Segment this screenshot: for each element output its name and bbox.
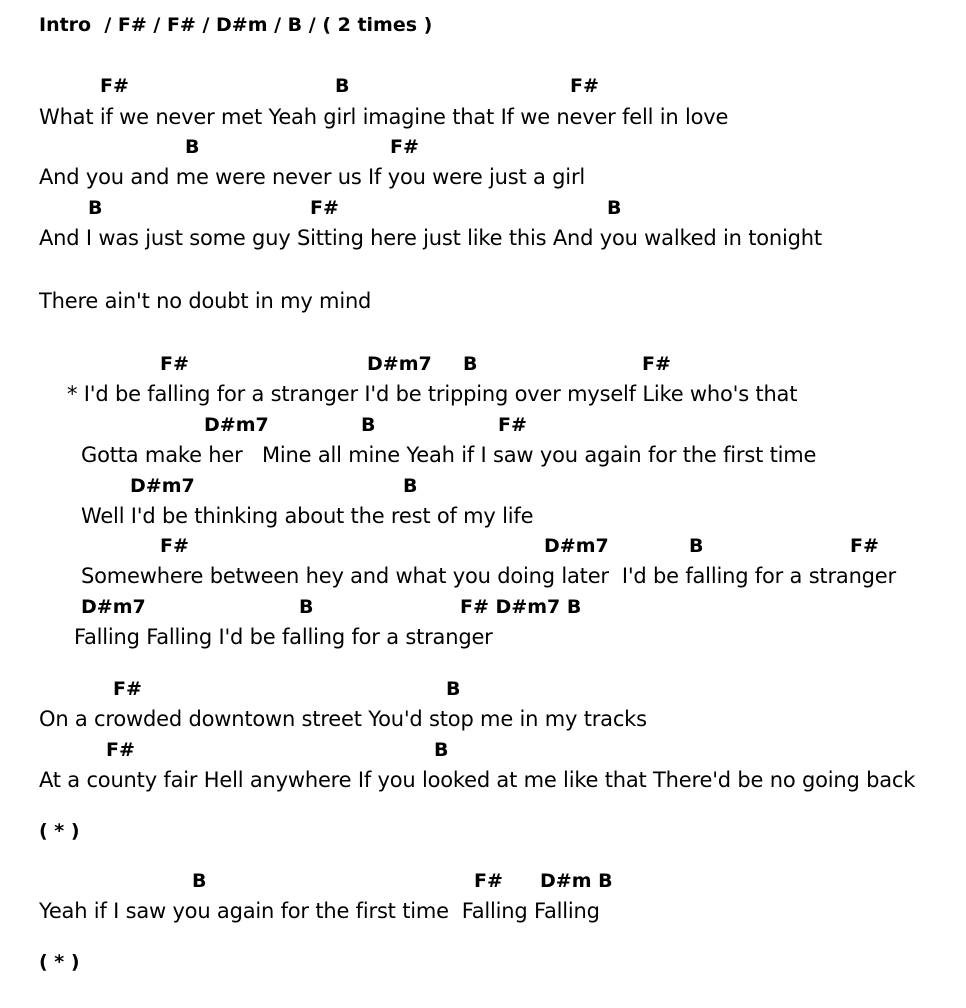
lyric-line: Falling Falling I'd be falling for a stranger [74,625,493,649]
chord: D#m7 [204,414,269,436]
chord: B [403,475,418,497]
lyric-line: Somewhere between hey and what you doing later I'd be falling for a stranger [81,564,896,588]
chord: B [185,136,200,158]
chord: B [434,739,449,761]
chord: B [463,353,478,375]
lyric-line: And you and me were never us If you were just a girl [39,165,586,189]
chord: D#m7 [367,353,432,375]
chord: B [361,414,376,436]
lyric-line: And I was just some guy Sitting here just like this And you walked in tonight [39,226,822,250]
chord: F# D#m7 B [460,596,582,618]
chord: F# [498,414,527,436]
chord: B [689,535,704,557]
chord: F# [570,75,599,97]
chord: D#m B [540,870,613,892]
chord: F# [100,75,129,97]
lyric-line: On a crowded downtown street You'd stop me in my tracks [39,707,647,731]
chord: F# [310,197,339,219]
chord: B [299,596,314,618]
repeat-marker: ( * ) [39,820,80,842]
lyric-line: Gotta make her Mine all mine Yeah if I saw you again for the first time [81,443,817,467]
chord: F# [160,353,189,375]
chord: B [607,197,622,219]
chord: D#m7 [130,475,195,497]
lyric-line: There ain't no doubt in my mind [39,289,372,313]
chord: F# [390,136,419,158]
chord: B [192,870,207,892]
chord: B [446,678,461,700]
chord: F# [106,739,135,761]
lyric-line: What if we never met Yeah girl imagine that If we never fell in love [39,105,729,129]
lyric-line: At a county fair Hell anywhere If you looked at me like that There'd be no going back [39,768,916,792]
chord: F# [642,353,671,375]
lyric-line: Well I'd be thinking about the rest of my life [81,504,534,528]
lyric-line: Yeah if I saw you again for the first time Falling Falling [39,899,600,923]
repeat-marker: ( * ) [39,951,80,973]
chord: B [88,197,103,219]
chord: F# [113,678,142,700]
chord: F# [474,870,503,892]
chord: F# [850,535,879,557]
chord: B [335,75,350,97]
chord: D#m7 [544,535,609,557]
intro-line: Intro / F# / F# / D#m / B / ( 2 times ) [39,14,433,36]
lyric-line: * I'd be falling for a stranger I'd be tripping over myself Like who's that [67,382,798,406]
chord: F# [160,535,189,557]
chord: D#m7 [81,596,146,618]
